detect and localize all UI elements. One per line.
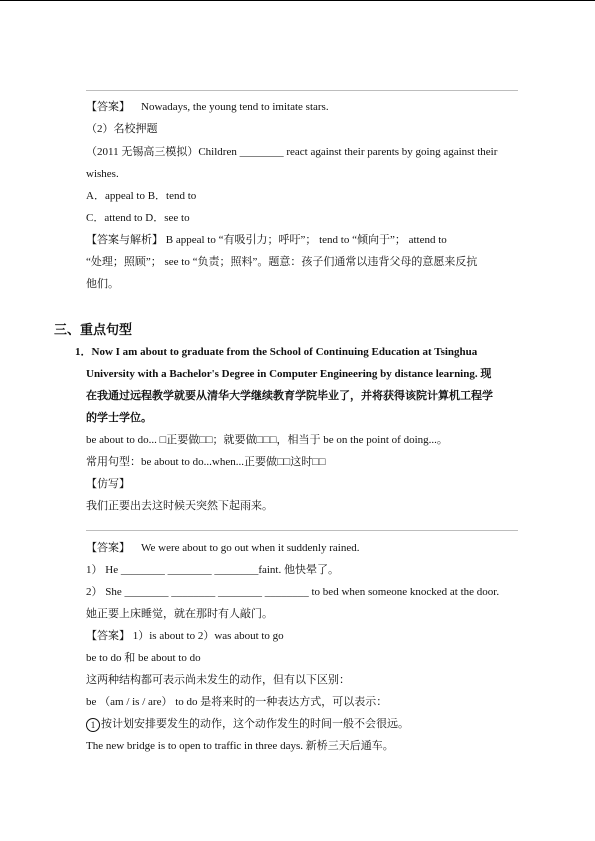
be-to-do-explanation: be （am / is / are） to do 是将来时的一种表达方式，可以表示： <box>86 696 388 708</box>
analysis-line: “处理；照顾”； see to “负责；照料”。题意：孩子们通常以违背父母的意愿来反抗 <box>86 256 478 268</box>
page-top-border <box>0 0 595 1</box>
analysis-line: 【答案与解析】 B appeal to “有吸引力；呼吁”； tend to “倾向于”； attend to <box>86 234 447 246</box>
usage-note: 常用句型：be about to do...when...正要做□□这时□□ <box>86 456 326 468</box>
question-line: wishes. <box>86 168 119 180</box>
key-sentence-line: 在我通过远程教学就要从清华大学继续教育学院毕业了，并将获得该院计算机工程学 <box>86 390 493 402</box>
option-row: C．attend to D．see to <box>86 212 190 224</box>
point-one-text: 按计划安排要发生的动作，这个动作发生的时间一般不会很远。 <box>101 718 409 730</box>
answer-line <box>86 100 329 114</box>
answer-separator-line <box>86 90 518 91</box>
exercise-line: 1） He ________ ________ ________faint. 他快晕了。 <box>86 564 339 576</box>
imitate-label: 【仿写】 <box>86 478 130 490</box>
key-sentence-line: 的学士学位。 <box>86 412 152 424</box>
option-row: A．appeal to B．tend to <box>86 190 197 202</box>
key-sentence-line: University with a Bachelor's Degree in Computer Engineering by distance learning. 现 <box>86 368 492 380</box>
key-sentence-line: 1．Now I am about to graduate from the School of Continuing Education at Tsinghua <box>75 346 478 358</box>
answer-label: 【答案】 <box>86 542 130 554</box>
answer-line <box>86 541 359 555</box>
exercise-answer: 【答案】 1）is about to 2）was about to go <box>86 630 284 642</box>
question-line: （2011 无锡高三模拟）Children ________ react against their parents by going against their <box>86 146 498 158</box>
imitate-text: 我们正要出去这时候天突然下起雨来。 <box>86 500 273 512</box>
answer-text: We were about to go out when it suddenly rained. <box>141 542 360 554</box>
usage-note: be about to do... □正要做□□；就要做□□□，相当于 be on the point of doing...。 <box>86 434 448 446</box>
point-one <box>86 717 409 732</box>
exercise-line: 2） She ________ ________ ________ ________ to bed when someone knocked at the door. <box>86 586 500 598</box>
circled-number-one-icon: 1 <box>86 718 100 732</box>
answer-label: 【答案】 <box>86 101 130 113</box>
answer-text: Nowadays, the young tend to imitate stars. <box>141 101 329 113</box>
answer-separator-line <box>86 530 518 531</box>
comparison-title: be to do 和 be about to do <box>86 652 201 664</box>
analysis-line: 他们。 <box>86 278 119 290</box>
comparison-intro: 这两种结构都可表示尚未发生的动作，但有以下区别： <box>86 674 350 686</box>
example-sentence: The new bridge is to open to traffic in three days. 新桥三天后通车。 <box>86 740 394 752</box>
section-heading: 三、重点句型 <box>54 322 133 337</box>
exercise-translation: 她正要上床睡觉，就在那时有人敲门。 <box>86 608 273 620</box>
sub-heading: （2）名校押题 <box>86 123 158 135</box>
